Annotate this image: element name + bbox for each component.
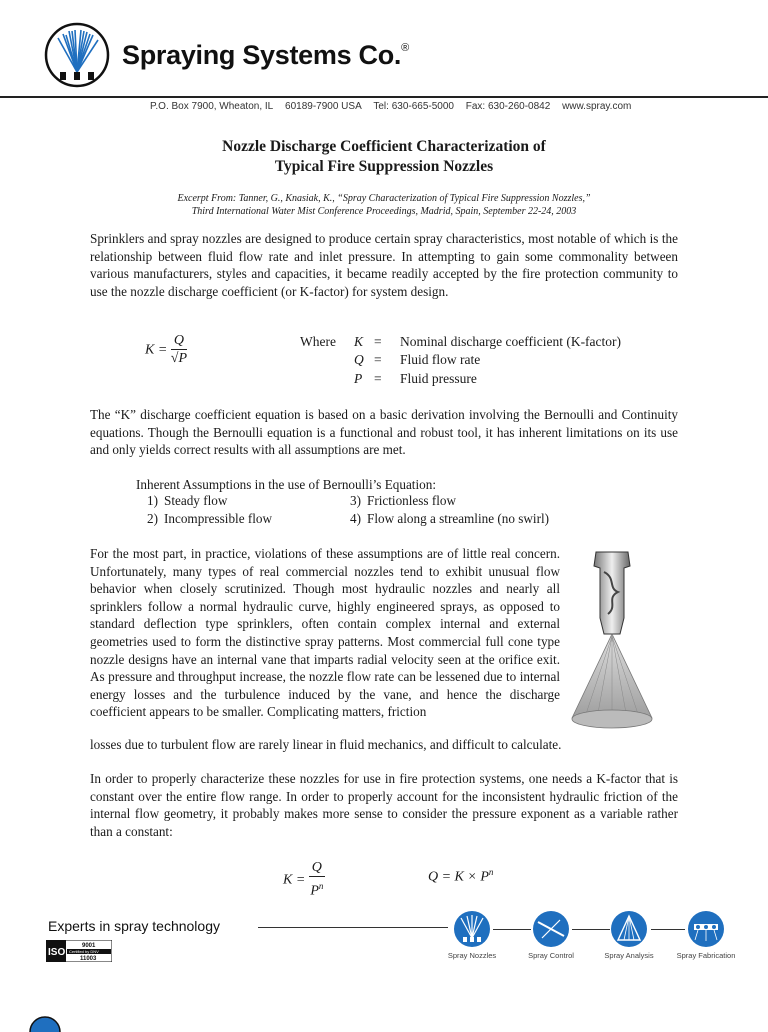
k-factor-formula: K = $\frac{Q}{√P}$ — [145, 333, 188, 366]
company-logo-icon — [44, 22, 110, 88]
list-item: 4) Flow along a streamline (no swirl) — [350, 511, 550, 526]
address-zip: 60189-7900 USA — [285, 101, 362, 112]
company-name: Spraying Systems Co.® — [122, 40, 409, 70]
list-item: 1) Steady flow — [147, 493, 228, 508]
header-rule — [0, 96, 768, 98]
nozzle-cutaway-icon — [566, 548, 656, 734]
address-tel: Tel: 630-665-5000 — [373, 101, 454, 112]
svg-text:Certified by DNV: Certified by DNV — [69, 949, 99, 954]
footer-tagline: Experts in spray technology — [48, 918, 220, 934]
address-fax: Fax: 630-260-0842 — [465, 101, 551, 112]
formula-fraction: $\frac{Q}{√P}$ — [170, 333, 188, 366]
characterize-paragraph: In order to properly characterize these nozzles for use in fire protection systems, one needs a K-factor that is constant over the entire flow range. In order to properly account for the inconsistent hydraulic friction of the internal flow geometry, it probably makes more sense to consider the pressure exponent as a variable rather than a constant: — [90, 771, 678, 839]
excerpt-line-2: Third International Water Mist Conference Proceedings, Madrid, Spain, September 22-24, 2003 — [191, 206, 577, 217]
violations-paragraph-tail: losses due to turbulent flow are rarely linear in fluid mechanics, and difficult to calculate. — [90, 737, 562, 752]
footer-rule — [258, 927, 448, 928]
service-label: Spray Control — [528, 951, 574, 960]
address-web: www.spray.com — [562, 101, 632, 112]
svg-text:11003: 11003 — [80, 956, 97, 962]
spray-analysis-icon — [610, 910, 648, 948]
footer-connector — [493, 929, 531, 930]
svg-text:9001: 9001 — [82, 943, 96, 949]
excerpt-citation — [0, 192, 768, 218]
bernoulli-paragraph: The “K” discharge coefficient equation is based on a basic derivation involving the Bernoulli and Continuity equations. Though the Bernoulli equation is a functional and robust tool, it has inherent limitations on its use and only yields correct results with all assumptions are met. — [90, 407, 678, 458]
service-label: Spray Fabrication — [676, 951, 736, 960]
flow-rate-formula: $Q = K \times P^n$ — [428, 867, 494, 885]
assumptions-heading: Inherent Assumptions in the use of Bernoulli’s Equation: — [136, 477, 436, 492]
variable-exponent-formula: K = $\frac{Q}{P^n}$ — [283, 860, 324, 899]
title-line-1: Nozzle Discharge Coefficient Characterization of — [222, 138, 546, 155]
document-title — [0, 137, 768, 177]
service-label: Spray Analysis — [604, 951, 654, 960]
iso-certification-badge-icon — [46, 940, 112, 962]
where-label: Where — [300, 334, 336, 349]
formula-fraction: $\frac{Q}{P^n}$ — [310, 860, 324, 899]
definition-row: P = Fluid pressure — [354, 371, 477, 386]
definition-row: K = Nominal discharge coefficient (K-factor) — [354, 334, 622, 349]
intro-paragraph: Sprinklers and spray nozzles are designed to produce certain spray characteristics, most notable of which is the relationship between fluid flow rate and inlet pressure. In attempting to gain some commonality between various manufacturers, styles and capacities, it became readily accepted by the fire protection community to use the nozzle discharge coefficient (or K-factor) for system design. — [90, 231, 678, 299]
list-item: 2) Incompressible flow — [147, 511, 273, 526]
list-item: 3) Frictionless flow — [350, 493, 457, 508]
spray-control-icon — [532, 910, 570, 948]
next-page-logo-icon — [28, 1012, 62, 1032]
svg-text:ISO: ISO — [48, 947, 66, 958]
definition-row: Q = Fluid flow rate — [354, 352, 481, 367]
footer-connector — [572, 929, 610, 930]
contact-address — [150, 101, 710, 112]
violations-paragraph: For the most part, in practice, violations of these assumptions are of little real concern. Unfortunately, many types of real commercial nozzles tend to exhibit unusual flow behavior when closely scrutinized. Though most hydraulic nozzles and nearly all sprinklers follow a normal hydraulic curve, highly engineered sprays, as opposed to standard deflection type sprinklers, often contain complex internal and external geometries used to form the distinctive spray patterns. Most commercial full cone type nozzle designs have an internal vane that imparts radial velocity seen at the orifice exit. As pressure and throughput increase, the nozzle flow rate can be lessened due to internal energy losses and the turbulence induced by the vane, and hence the discharge coefficient appears to be smaller. Complicating matters, friction — [90, 546, 560, 720]
title-line-2: Typical Fire Suppression Nozzles — [274, 158, 494, 175]
excerpt-line-1: Excerpt From: Tanner, G., Knasiak, K., “Spray Characterization of Typical Fire Suppression Nozzles,” — [177, 193, 591, 204]
spray-fabrication-icon — [687, 910, 725, 948]
service-label: Spray Nozzles — [447, 951, 497, 960]
address-line: P.O. Box 7900, Wheaton, IL — [150, 101, 274, 112]
footer-connector — [651, 929, 685, 930]
spray-nozzles-icon — [453, 910, 491, 948]
